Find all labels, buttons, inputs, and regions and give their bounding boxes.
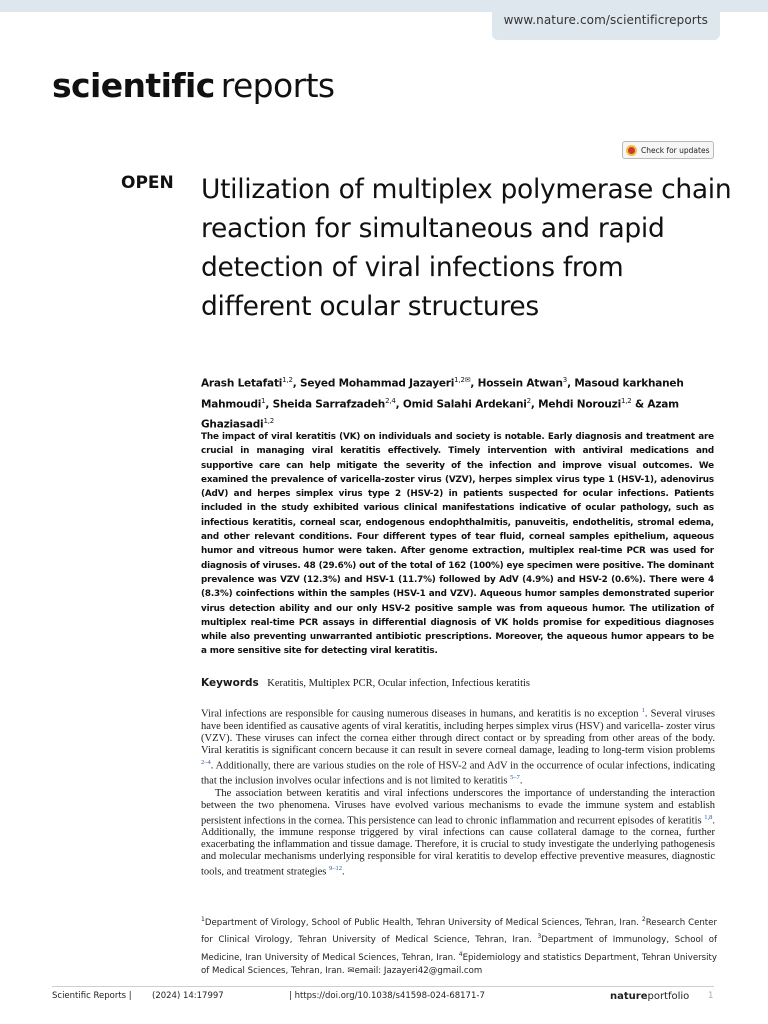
paragraph-text: The association between keratitis and viral infections underscores the importance of understanding the interaction between the two phenomena. Viruses have evolved various mechanisms to evade the immune system and establish persistent infections in the cornea. This persistence can lead to chronic inflammation and recurrent episodes of keratitis	[201, 787, 715, 826]
affiliation-text: Epidemiology and statistics Department, Tehran University of Medical Sciences, Tehran, Iran.	[201, 952, 717, 977]
author-affiliation: 2,4	[385, 396, 396, 405]
affiliation-text: Research Center for Clinical Virology, Tehran University of Medical Science, Tehran, Iran.	[201, 917, 717, 946]
journal-logo	[52, 66, 335, 106]
affiliation-text: Department of Immunology, School of Medicine, Iran University of Medical Sciences, Tehran, Iran.	[201, 935, 717, 963]
author-name[interactable]: Seyed Mohammad Jazayeri	[299, 377, 455, 390]
affiliation-text: Department of Virology, School of Public Health, Tehran University of Medical Sciences, Tehran, Iran.	[204, 917, 642, 928]
author-name[interactable]: Omid Salahi Ardekani	[402, 398, 527, 410]
footer-journal: Scientific Reports |	[52, 991, 132, 1001]
affiliations	[201, 913, 717, 979]
author-name[interactable]: Mehdi Norouzi	[538, 398, 621, 410]
contact-email-link[interactable]: email: Jazayeri42@gmail.com	[354, 966, 483, 977]
affiliation-number: 3	[537, 933, 542, 941]
reference-link[interactable]: 1,8	[704, 813, 713, 821]
affiliation-number: 1	[201, 916, 205, 923]
keywords-label: Keywords	[201, 677, 259, 689]
mail-icon: ✉	[347, 966, 355, 977]
publisher-logo	[610, 991, 689, 1002]
paragraph-2	[201, 788, 715, 879]
reference-link[interactable]: 5–7	[510, 774, 520, 781]
author-name[interactable]: Hossein Atwan	[477, 377, 563, 390]
publisher-logo-bold: nature	[610, 991, 648, 1002]
paragraph-text: .	[519, 775, 523, 787]
author-name[interactable]: Arash Letafati	[201, 377, 283, 390]
check-for-updates-label: Check for updates	[641, 145, 710, 155]
paragraph-text: Viral infections are responsible for causing numerous diseases in humans, and keratitis is no exception	[201, 708, 642, 720]
check-for-updates-button[interactable]	[622, 141, 714, 159]
keywords-list: Keratitis, Multiplex PCR, Ocular infection, Infectious keratitis	[267, 678, 531, 689]
journal-logo-bold: scientific	[52, 66, 215, 105]
author-name[interactable]: Masoud karkhaneh Mahmoudi	[201, 377, 684, 410]
paragraph-text: . Additionally, there are various studies on the role of HSV-2 and AdV in the occurrence of ocular infections, indicating that the inclusion involves ocular infections and is not limited to keratitis	[201, 760, 715, 787]
reference-link[interactable]: 1	[641, 707, 645, 714]
affiliation-number: 2	[641, 916, 646, 923]
reference-link[interactable]: 9–12	[329, 865, 343, 872]
author-affiliation: 1,2	[282, 376, 293, 384]
body-text	[201, 705, 715, 879]
footer-volume: (2024) 14:17997	[152, 991, 224, 1001]
author-list: Arash Letafati$^{1,2}$, Seyed Mohammad Jazayeri$^{1,2✉}$, Hossein Atwan$^3$, Masoud karkhaneh Mahmoudi$^1$, Sheida Sarrafzadeh$^{2,4}$, Omid Salahi Ardekani$^2$, Mehdi Norouzi$^{1,2}$ & Azam Ghaziasadi$^{1,2}$	[201, 376, 684, 431]
abstract: The impact of viral keratitis (VK) on individuals and society is notable. Early diagnosis and treatment are crucial in managing viral keratitis effectively. Timely intervention with antiviral medications and supportive care can help mitigate the severity of the infection and improve visual outcomes. We examined the prevalence of varicella-zoster virus (VZV), herpes simplex virus type 1 (HSV-1), adenovirus (AdV) and herpes simplex virus type 2 (HSV-2) in patients suspected for ocular infections. Patients included in the study exhibited various clinical manifestations indicative of ocular pathology, such as infectious keratitis, corneal scar, endogenous endophthalmitis, panuveitis, endothelitis, stromal edema, and other relevant conditions. Four different types of tear fluid, corneal samples epithelium, aqueous humor and vitreous humor were taken. After genome extraction, multiplex real-time PCR was used for diagnosis of viruses. 48 (29.6%) out of the total of 162 (100%) eye specimen were positive. The dominant prevalence was VZV (12.3%) and HSV-1 (11.7%) followed by AdV (4.9%) and HSV-2 (0.6%). There were 4 (8.3%) coinfections within the samples (HSV-1 and VZV). Aqueous humor samples demonstrated superior virus detection ability and our only HSV-2 positive sample was from aqueous humor. The utilization of multiplex real-time PCR assays in differential diagnosis of VK holds promise for expeditious diagnoses while also preventing unwarranted antibiotic prescriptions. Moreover, the aqueous humor appears to be a more sensitive site for detecting viral keratitis.	[201, 432, 714, 657]
paragraph-text: . Additionally, the immune response triggered by viral infections can cause collateral damage to the cornea, further exacerbating the inflammation and tissue damage. Therefore, it is crucial to study investigate the underlying pathogenesis and molecular mechanisms underlying responsible for viral keratitis to develop effective preventive measures, diagnostic tools, and treatment strategies	[201, 815, 715, 878]
author-affiliation: 2	[526, 396, 531, 405]
author-affiliation: 1	[261, 396, 266, 405]
author-affiliation: 1,2	[620, 396, 632, 405]
keywords	[201, 677, 721, 689]
author-name[interactable]: Sheida Sarrafzadeh	[272, 398, 386, 410]
journal-url-link[interactable]: www.nature.com/scientificreports	[503, 13, 708, 27]
article-title: Utilization of multiplex polymerase chain reaction for simultaneous and rapid detection of viral infections from different ocular structures	[201, 174, 732, 322]
paragraph-text: .	[342, 866, 345, 878]
publisher-logo-light: portfolio	[647, 991, 690, 1002]
footer-divider	[52, 986, 714, 987]
author-affiliation: 1,2✉	[454, 376, 471, 384]
reference-link[interactable]: 2–4	[201, 758, 211, 766]
paragraph-1	[201, 705, 715, 788]
open-access-label: OPEN	[121, 173, 174, 193]
paragraph-text: . Several viruses have been identified as causative agents of viral keratitis, including herpes simplex virus (HSV) and varicella- zoster virus (VZV). These viruses can infect the cornea either through direct contact or by spreading from other areas of the body. Viral keratitis is significant concern because it can result in severe corneal damage, leading to long-term vision problems	[201, 708, 715, 756]
affiliation-number: 4	[458, 950, 463, 958]
author-name[interactable]: Azam Ghaziasadi	[201, 398, 679, 431]
footer-doi-link[interactable]: | https://doi.org/10.1038/s41598-024-68171-7	[289, 991, 485, 1001]
author-affiliation: 3	[562, 376, 568, 384]
author-affiliation: 1,2	[263, 417, 274, 425]
crossmark-icon	[626, 145, 637, 156]
journal-logo-light: reports	[220, 66, 335, 105]
page-number: 1	[708, 991, 714, 1001]
